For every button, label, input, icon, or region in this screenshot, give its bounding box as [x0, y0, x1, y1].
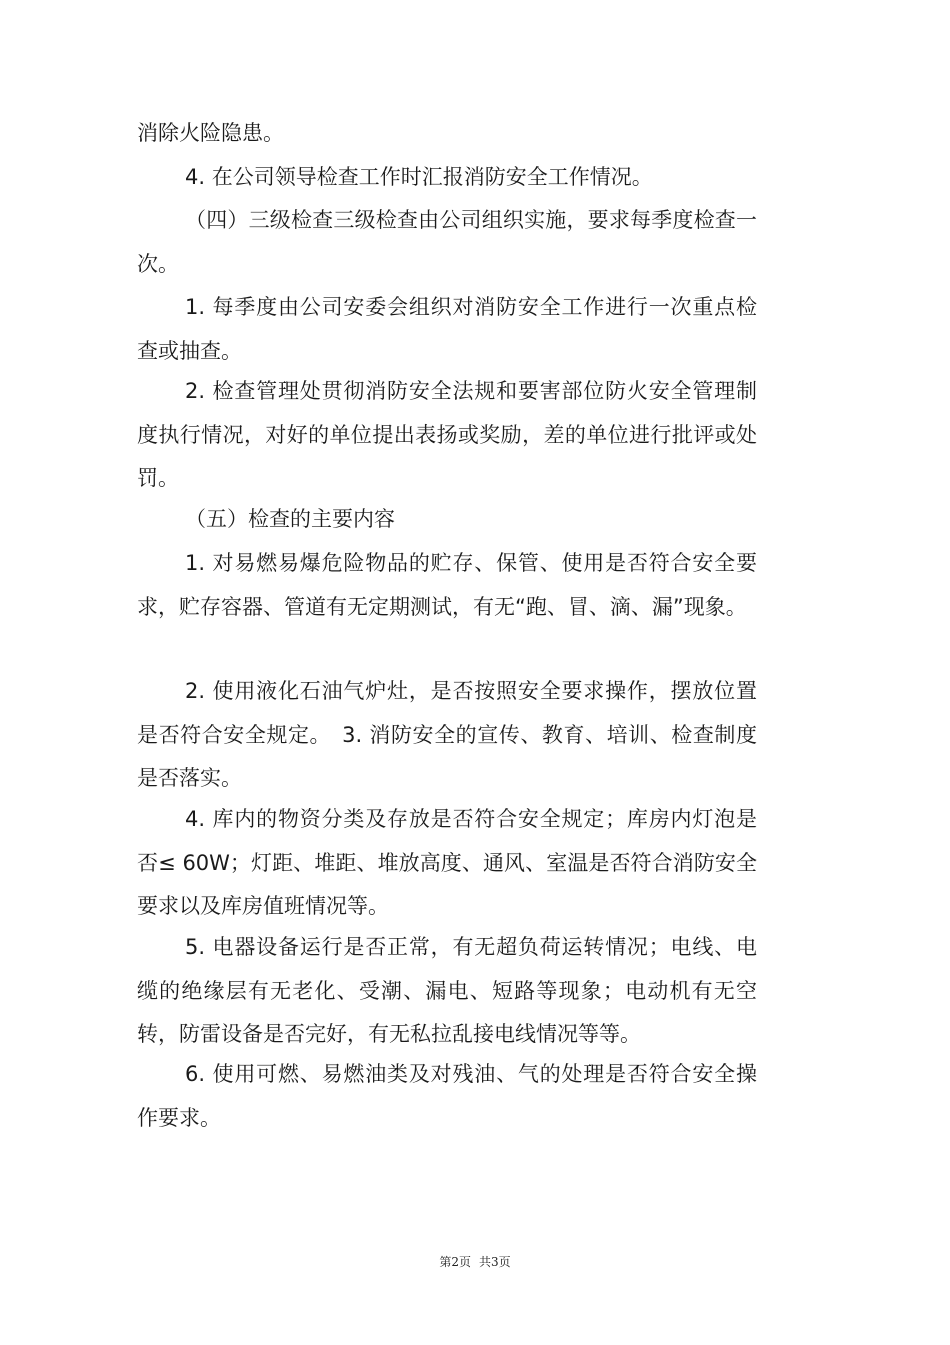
paragraph-item-1-quarterly: 1. 每季度由公司安委会组织对消防安全工作进行一次重点检查或抽查。 [137, 295, 757, 363]
page-number: 第2页 [439, 1255, 471, 1269]
paragraph-item-2-lpg: 2. 使用液化石油气炉灶，是否按照安全要求操作，摆放位置是否符合安全规定。 3. 消防安全的宣传、教育、培训、检查制度是否落实。 [137, 679, 757, 790]
paragraph-item-6-fuel: 6. 使用可燃、易燃油类及对残油、气的处理是否符合安全操作要求。 [137, 1062, 757, 1130]
section-heading-level3-inspection: （四）三级检查三级检查由公司组织实施，要求每季度检查一次。 [137, 208, 757, 276]
paragraph-item-5-electrical: 5. 电器设备运行是否正常，有无超负荷运转情况；电线、电缆的绝缘层有无老化、受潮、漏电、短路等现象；电动机有无空转，防雷设备是否完好，有无私拉乱接电线情况等等。 [137, 935, 757, 1046]
section-heading-main-content: （五）检查的主要内容 [185, 507, 395, 531]
paragraph-item-4-warehouse: 4. 库内的物资分类及存放是否符合安全规定；库房内灯泡是否≤ 60W；灯距、堆距、堆放高度、通风、室温是否符合消防安全要求以及库房值班情况等。 [137, 807, 757, 918]
paragraph-continuation: 消除火险隐患。 [137, 121, 284, 145]
page-total: 共3页 [479, 1255, 511, 1269]
page-footer [0, 1253, 950, 1270]
paragraph-item-1-hazardous: 1. 对易燃易爆危险物品的贮存、保管、使用是否符合安全要求，贮存容器、管道有无定期测试，有无“跑、冒、滴、漏”现象。 [137, 551, 757, 619]
paragraph-item-4-report: 4. 在公司领导检查工作时汇报消防安全工作情况。 [185, 165, 653, 189]
paragraph-item-2-management: 2. 检查管理处贯彻消防安全法规和要害部位防火安全管理制度执行情况，对好的单位提出表扬或奖励，差的单位进行批评或处罚。 [137, 379, 757, 490]
